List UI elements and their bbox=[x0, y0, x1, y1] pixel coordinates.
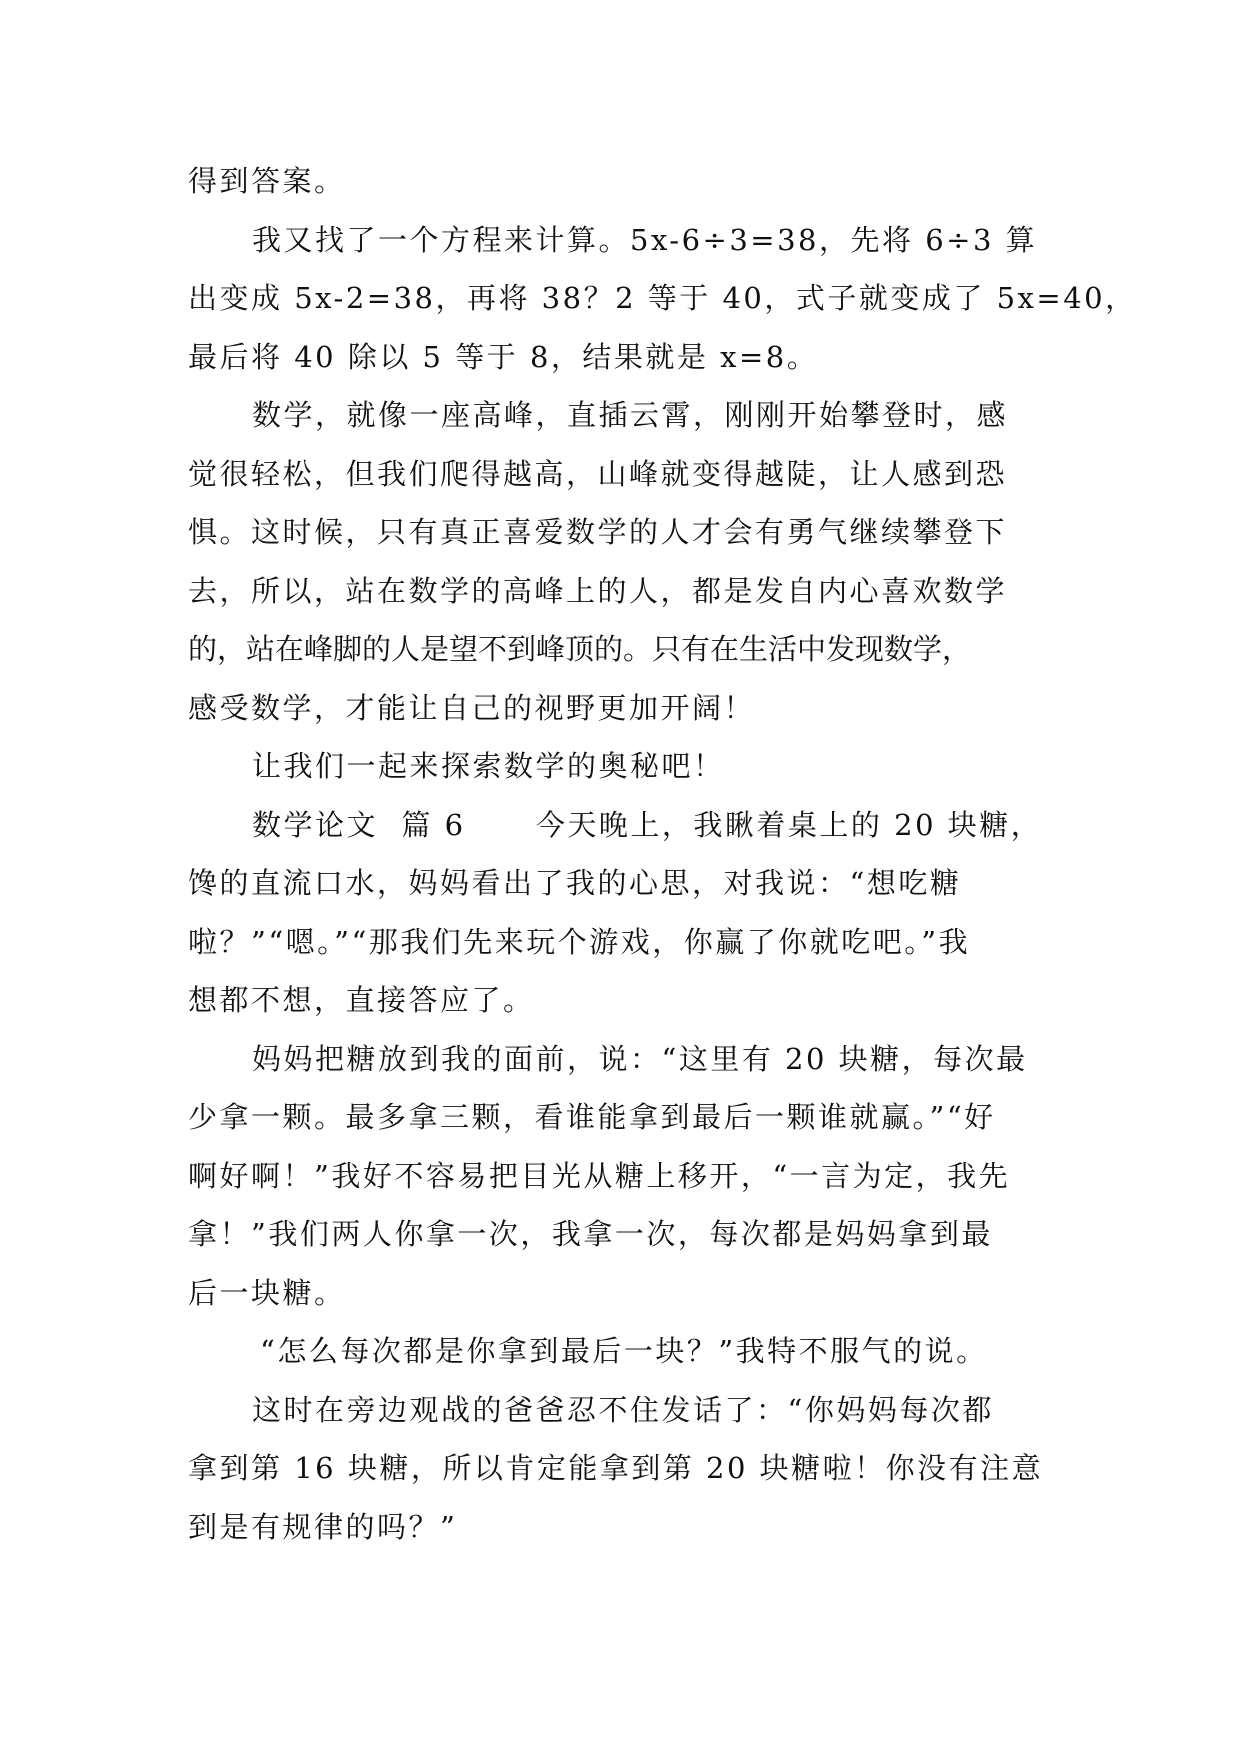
text-line: 这时在旁边观战的爸爸忍不住发话了：“你妈妈每次都 bbox=[252, 1392, 994, 1427]
section-heading-line: 数学论文 篇 6 今天晚上，我瞅着桌上的 20 块糖， bbox=[252, 807, 1043, 842]
text-line: 少拿一颗。最多拿三颗，看谁能拿到最后一颗谁就赢。”“好 bbox=[188, 1100, 996, 1134]
text-line: 我又找了一个方程来计算。5x-6÷3=38，先将 6÷3 算 bbox=[252, 222, 1038, 257]
text-line: 想都不想，直接答应了。 bbox=[188, 983, 535, 1017]
text-line: 拿到第 16 块糖，所以肯定能拿到第 20 块糖啦！你没有注意 bbox=[188, 1451, 1044, 1485]
paragraph-1 bbox=[188, 152, 1068, 211]
text-line: 到是有规律的吗？” bbox=[188, 1509, 458, 1544]
text-line: 的，站在峰脚的人是望不到峰顶的。只有在生活中发现数学， bbox=[188, 632, 972, 666]
text-line: 妈妈把糖放到我的面前，说：“这里有 20 块糖，每次最 bbox=[252, 1041, 1028, 1076]
text-line: 去，所以，站在数学的高峰上的人，都是发自内心喜欢数学 bbox=[188, 573, 1008, 608]
paragraph-8 bbox=[188, 1381, 1068, 1557]
text-line: 拿！”我们两人你拿一次，我拿一次，每次都是妈妈拿到最 bbox=[188, 1217, 993, 1251]
text-line: 感受数学，才能让自己的视野更加开阔！ bbox=[188, 690, 756, 725]
text-line: 出变成 5x-2=38，再将 38？2 等于 40，式子就变成了 5x=40， bbox=[188, 281, 1137, 315]
text-line: 馋的直流口水，妈妈看出了我的心思，对我说：“想吃糖 bbox=[188, 866, 962, 900]
text-line: 啦？”“嗯。”“那我们先来玩个游戏，你赢了你就吃吧。”我 bbox=[188, 924, 971, 959]
paragraph-5 bbox=[188, 796, 1068, 1030]
text-line: 后一块糖。 bbox=[188, 1275, 346, 1310]
text-line: 得到答案。 bbox=[188, 164, 346, 198]
paragraph-4 bbox=[188, 737, 1068, 796]
document-body bbox=[188, 152, 1137, 1556]
paragraph-2 bbox=[188, 211, 1137, 387]
text-line: 啊好啊！”我好不容易把目光从糖上移开，“一言为定，我先 bbox=[188, 1158, 1011, 1193]
text-line: 让我们一起来探索数学的奥秘吧！ bbox=[252, 749, 725, 783]
text-line: 惧。这时候，只有真正喜爱数学的人才会有勇气继续攀登下 bbox=[188, 515, 1008, 549]
text-line: 觉很轻松，但我们爬得越高，山峰就变得越陡，让人感到恐 bbox=[188, 456, 1008, 491]
paragraph-3 bbox=[188, 386, 1068, 737]
text-line: 最后将 40 除以 5 等于 8，结果就是 x=8。 bbox=[188, 339, 819, 374]
paragraph-6 bbox=[188, 1030, 1068, 1323]
text-line: “怎么每次都是你拿到最后一块？”我特不服气的说。 bbox=[260, 1334, 988, 1368]
text-line: 数学，就像一座高峰，直插云霄，刚刚开始攀登时，感 bbox=[252, 398, 1009, 432]
paragraph-7 bbox=[188, 1322, 1068, 1381]
